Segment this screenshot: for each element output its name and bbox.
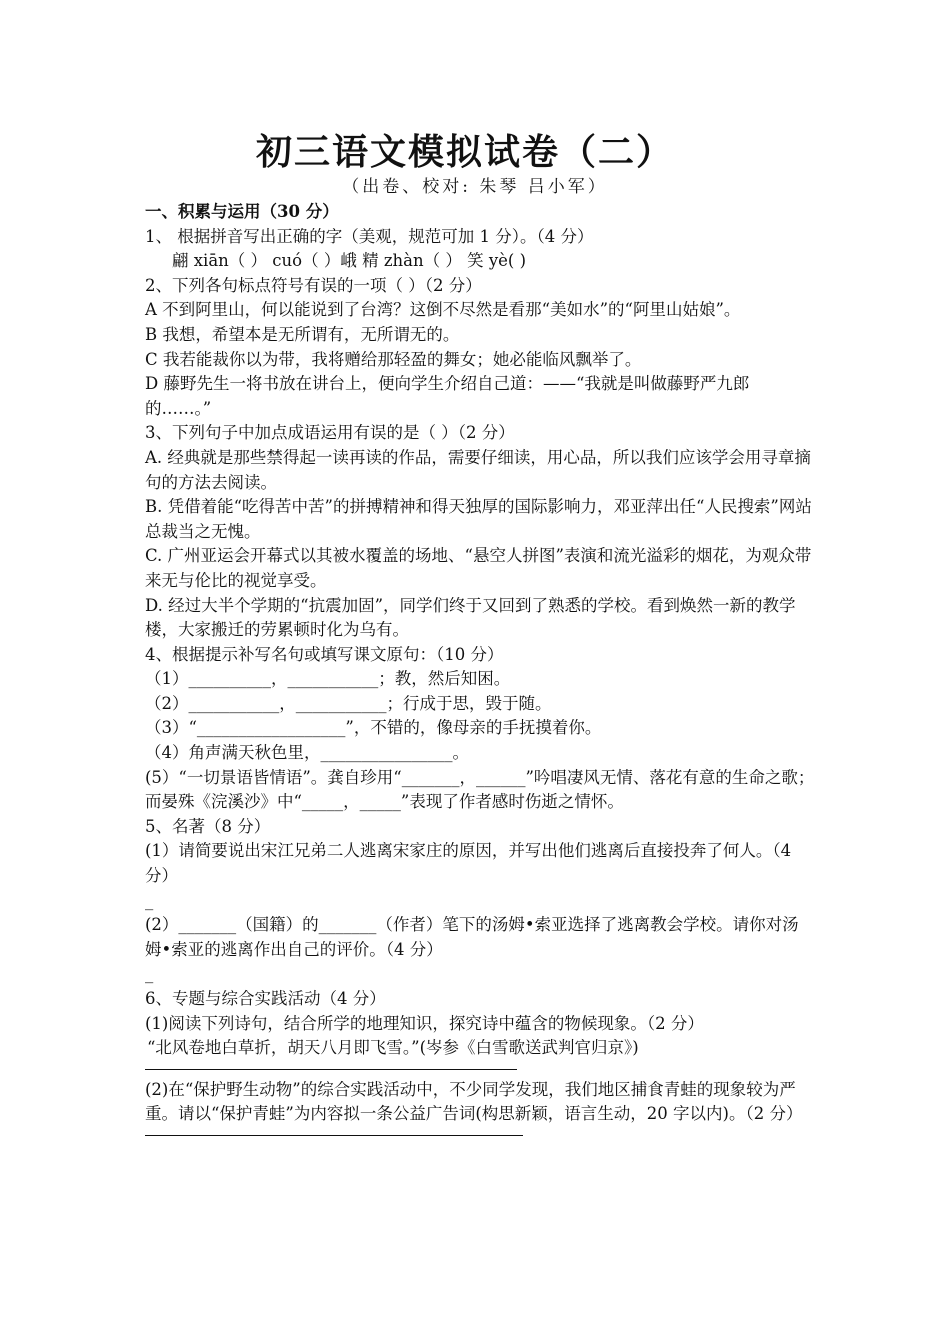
text-line: _ <box>145 890 154 910</box>
text-line: 4、根据提示补写名句或填写课文原句：（10 分） <box>145 644 504 664</box>
text-line: C. 广州亚运会开幕式以其被水覆盖的场地、“悬空人拼图”表演和流光溢彩的烟花，为观众带来无与伦比的视觉享受。 <box>145 546 812 590</box>
text-line: A. 经典就是那些禁得起一读再读的作品，需要仔细读，用心品，所以我们应该学会用寻章摘句的方法去阅读。 <box>145 447 811 492</box>
answer-line-2 <box>145 1135 523 1136</box>
text-line: (1）请简要说出宋江兄弟二人逃离宋家庄的原因，并写出他们逃离后直接投奔了何人。（4 分） <box>145 841 792 886</box>
text-line: B 我想，希望本是无所谓有，无所谓无的。 <box>145 324 460 344</box>
text-line: (2)在“保护野生动物”的综合实践活动中，不少同学发现，我们地区捕食青蛙的现象较为严重。请以“保护青蛙”为内容拟一条公益广告词(构思新颖，语言生动，20 字以内)。（2 分） <box>145 1079 803 1124</box>
question-lines-2 <box>145 1078 815 1127</box>
text-line: (2）_______（国籍）的_______（作者）笔下的汤姆•索亚选择了逃离教会学校。请你对汤姆•索亚的逃离作出自己的评价。（4 分） <box>145 915 799 959</box>
page-subtitle: （出卷、校对: 朱琴 吕小军） <box>342 177 608 197</box>
text-line: 翩 xiān（ ） cuó（ ）峨 精 zhàn（ ） 笑 yè( ) <box>172 251 527 271</box>
text-line: “北风卷地白草折，胡天八月即飞雪。”(岑参《白雪歌送武判官归京》) <box>147 1038 639 1058</box>
exam-content <box>145 200 815 1144</box>
text-line: A 不到阿里山，何以能说到了台湾？这倒不尽然是看那“美如水”的“阿里山姑娘”。 <box>145 300 741 320</box>
text-line: 6、专题与综合实践活动（4 分） <box>145 989 386 1008</box>
text-line: D 藤野先生一将书放在讲台上，便向学生介绍自己道：——“我就是叫做藤野严九郎的……。” <box>145 374 750 418</box>
text-line: C 我若能裁你以为带，我将赠给那轻盈的舞女；她必能临风飘举了。 <box>145 349 642 369</box>
text-line: D. 经过大半个学期的“抗震加固”，同学们终于又回到了熟悉的学校。看到焕然一新的教学楼，大家搬迁的劳累顿时化为乌有。 <box>145 595 796 640</box>
text-line: （1）__________，___________；教，然后知困。 <box>145 669 511 689</box>
text-line: B. 凭借着能“吃得苦中苦”的拼搏精神和得天独厚的国际影响力，邓亚萍出任“人民搜索”网站总裁当之无愧。 <box>145 497 812 541</box>
text-line: 2、下列各句标点符号有误的一项（ ）（2 分） <box>145 275 482 295</box>
text-line: _ <box>145 964 154 984</box>
text-line: （4）角声满天秋色里，________________。 <box>145 743 469 763</box>
text-line: (1)阅读下列诗句，结合所学的地理知识，探究诗中蕴含的物候现象。（2 分） <box>145 1013 704 1033</box>
text-line: 5、名著（8 分） <box>145 816 271 836</box>
text-line: 3、下列句子中加点成语运用有误的是（ ）（2 分） <box>145 423 515 443</box>
text-line: （2）___________，___________；行成于思，毁于随。 <box>145 693 552 713</box>
text-line: (5）“一切景语皆情语”。龚自珍用“_______，______”吟唱凄风无情、落花有意的生命之歌；而晏殊《浣溪沙》中“_____，_____”表现了作者感时伤逝之情怀。 <box>145 767 815 812</box>
page-title: 初三语文模拟试卷（二） <box>255 131 674 173</box>
question-lines <box>145 200 815 1061</box>
text-line: 一、积累与运用（30 分） <box>145 202 339 221</box>
answer-line <box>145 1069 517 1070</box>
text-line: 1、 根据拼音写出正确的字（美观，规范可加 1 分）。（4 分） <box>145 226 594 246</box>
text-line: （3）“__________________”，不错的，像母亲的手抚摸着你。 <box>145 718 602 738</box>
